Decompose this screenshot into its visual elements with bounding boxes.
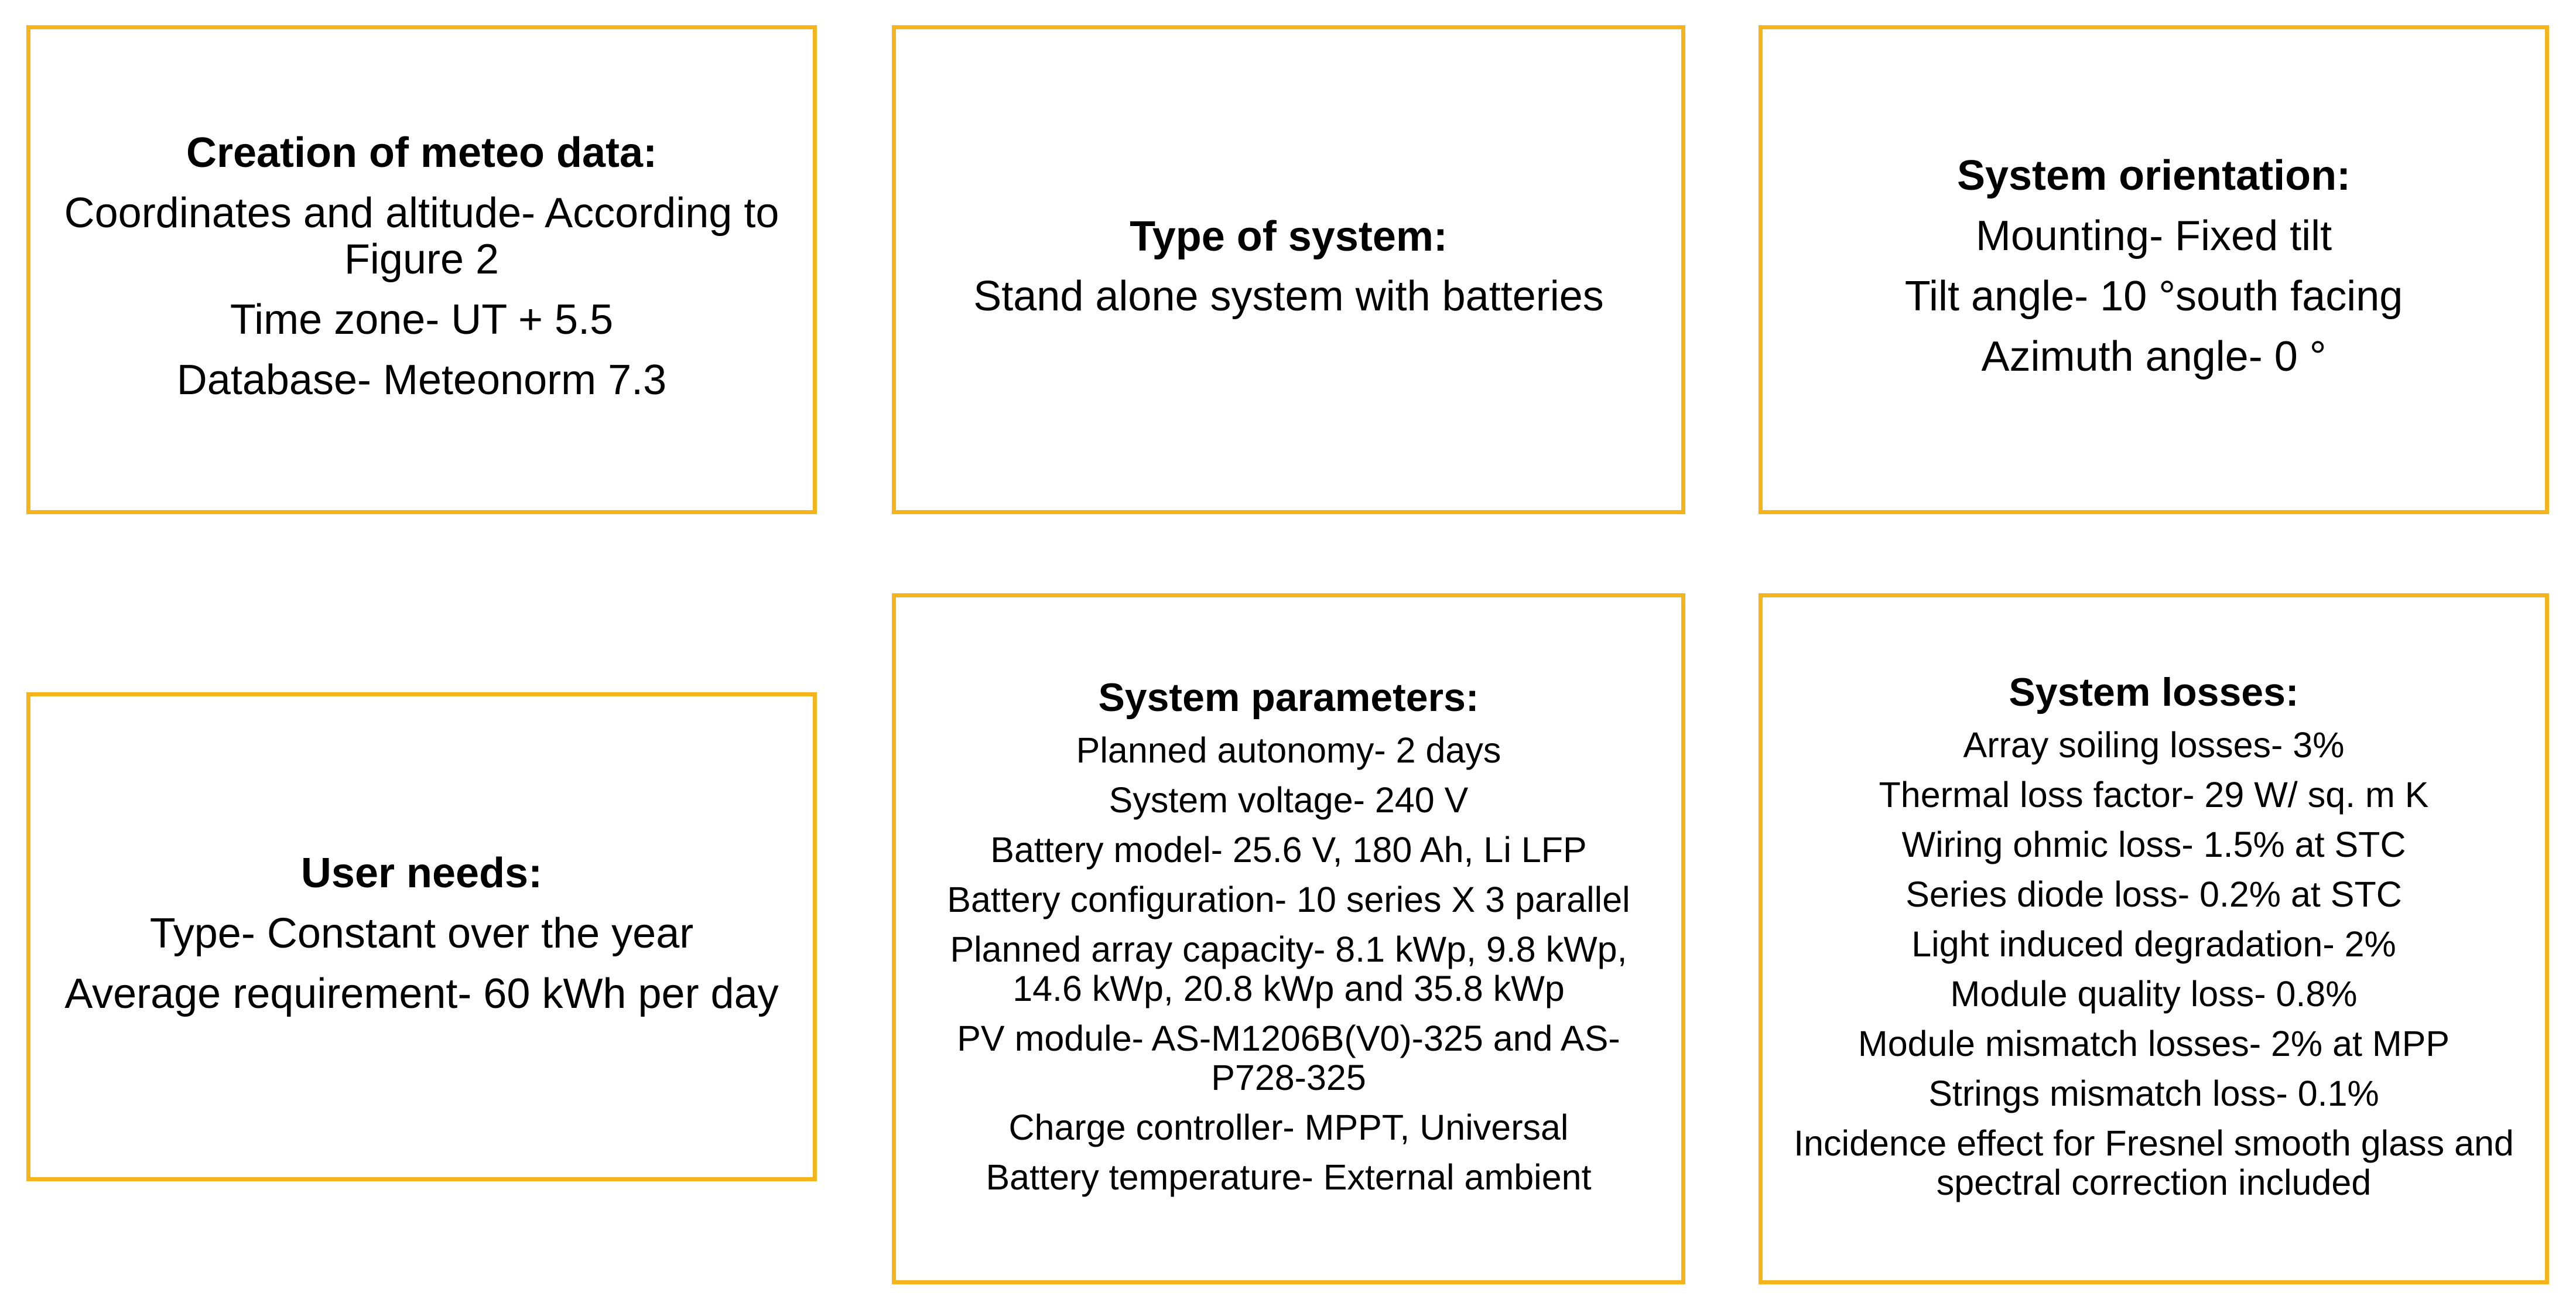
losses-heading: System losses:	[2009, 670, 2299, 715]
losses-strings-mismatch: Strings mismatch loss- 0.1%	[1928, 1073, 2379, 1114]
system-losses-box	[1759, 593, 2549, 1284]
meteo-database: Database- Meteonorm 7.3	[176, 357, 667, 404]
parameters-charge-controller: Charge controller- MPPT, Universal	[1008, 1107, 1569, 1148]
losses-wiring-ohmic: Wiring ohmic loss- 1.5% at STC	[1901, 824, 2406, 864]
losses-module-mismatch: Module mismatch losses- 2% at MPP	[1857, 1024, 2450, 1064]
orientation-heading: System orientation:	[1956, 152, 2351, 200]
losses-module-quality: Module quality loss- 0.8%	[1950, 974, 2358, 1014]
user-needs-box	[26, 692, 817, 1181]
orientation-azimuth-angle: Azimuth angle- 0 °	[1981, 333, 2327, 381]
losses-array-soiling: Array soiling losses- 3%	[1963, 724, 2345, 765]
system-orientation-box	[1759, 25, 2549, 514]
orientation-tilt-angle: Tilt angle- 10 °south facing	[1904, 273, 2403, 320]
parameters-system-voltage: System voltage- 240 V	[1109, 780, 1469, 820]
parameters-battery-model: Battery model- 25.6 V, 180 Ah, Li LFP	[990, 829, 1587, 870]
parameters-battery-configuration: Battery configuration- 10 series X 3 parallel	[947, 879, 1630, 919]
parameters-autonomy: Planned autonomy- 2 days	[1076, 730, 1501, 770]
system-type-heading: Type of system:	[1130, 213, 1448, 260]
system-type-box	[892, 25, 1685, 514]
parameters-heading: System parameters:	[1098, 675, 1479, 720]
losses-series-diode: Series diode loss- 0.2% at STC	[1906, 874, 2402, 914]
losses-thermal-factor: Thermal loss factor- 29 W/ sq. m K	[1879, 774, 2429, 815]
meteo-time-zone: Time zone- UT + 5.5	[230, 296, 614, 343]
meteo-heading: Creation of meteo data:	[186, 129, 658, 176]
losses-light-induced-degradation: Light induced degradation- 2%	[1911, 924, 2396, 964]
user-needs-average-requirement: Average requirement- 60 kWh per day	[64, 970, 779, 1017]
meteo-coordinates: Coordinates and altitude- According to Figure 2	[64, 189, 779, 283]
system-parameters-box	[892, 593, 1685, 1284]
parameters-battery-temperature: Battery temperature- External ambient	[986, 1157, 1592, 1198]
parameters-pv-module: PV module- AS-M1206B(V0)-325 and AS-P728-325	[957, 1018, 1620, 1098]
system-type-description: Stand alone system with batteries	[973, 273, 1604, 320]
parameters-array-capacity: Planned array capacity- 8.1 kWp, 9.8 kWp, 14.6 kWp, 20.8 kWp and 35.8 kWp	[950, 929, 1627, 1009]
user-needs-heading: User needs:	[300, 849, 543, 897]
user-needs-type: Type- Constant over the year	[149, 910, 694, 957]
meteo-data-box	[26, 25, 817, 514]
losses-incidence-effect: Incidence effect for Fresnel smooth glass and spectral correction included	[1794, 1123, 2514, 1203]
orientation-mounting: Mounting- Fixed tilt	[1975, 213, 2332, 260]
